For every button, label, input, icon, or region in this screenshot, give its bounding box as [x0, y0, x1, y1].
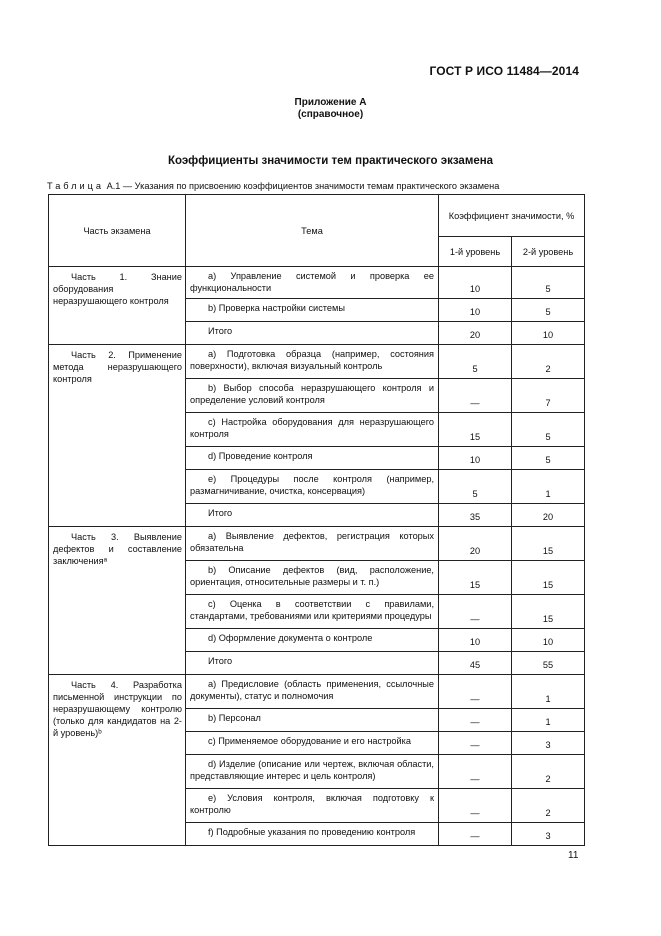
level-2-value: 15: [512, 527, 585, 561]
standard-number: ГОСТ Р ИСО 11484—2014: [429, 64, 579, 78]
level-1-value: —: [439, 675, 512, 709]
topic-cell: е) Условия контроля, включая подготовку к контролю: [186, 789, 439, 823]
level-2-value: 3: [512, 732, 585, 755]
header-coefficient: Коэффициент значимости, %: [439, 195, 585, 237]
level-1-value: —: [439, 823, 512, 846]
document-title: Коэффициенты значимости тем практического экзамена: [167, 155, 494, 167]
topic-cell: b) Проверка настройки системы: [186, 299, 439, 322]
level-2-value: 2: [512, 789, 585, 823]
level-1-value: 20: [439, 322, 512, 345]
exam-part-cell: Часть 1. Знание оборудования неразрушающего контроля: [49, 267, 186, 345]
level-2-value: 10: [512, 629, 585, 652]
level-1-value: 10: [439, 629, 512, 652]
level-2-value: 15: [512, 561, 585, 595]
level-2-value: 20: [512, 504, 585, 527]
level-2-value: 5: [512, 267, 585, 299]
table-row: [49, 675, 585, 709]
level-1-value: 15: [439, 561, 512, 595]
topic-cell: с) Применяемое оборудование и его настройка: [186, 732, 439, 755]
table-caption-text: А.1 — Указания по присвоению коэффициентов значимости темам практического экзамена: [106, 181, 500, 191]
topic-cell: а) Выявление дефектов, регистрация которых обязательна: [186, 527, 439, 561]
topic-cell: Итого: [186, 652, 439, 675]
topic-cell: с) Оценка в соответствии с правилами, стандартами, требованиями или критериями процедуры: [186, 595, 439, 629]
exam-part-cell: Часть 4. Разработка письменной инструкции по неразрушающему контролю (только для кандидатов на 2-й уровень)ᵇ: [49, 675, 186, 846]
level-1-value: —: [439, 755, 512, 789]
topic-cell: е) Процедуры после контроля (например, размагничивание, очистка, консервация): [186, 470, 439, 504]
annex-heading: [0, 97, 661, 121]
topic-cell: а) Подготовка образца (например, состояния поверхности), включая визуальный контроль: [186, 345, 439, 379]
exam-part-cell: Часть 3. Выявление дефектов и составление заключенияᵃ: [49, 527, 186, 675]
topic-cell: b) Выбор способа неразрушающего контроля и определение условий контроля: [186, 379, 439, 413]
level-1-value: 5: [439, 345, 512, 379]
table-row: [49, 345, 585, 379]
table-row: [49, 527, 585, 561]
level-1-value: 45: [439, 652, 512, 675]
topic-cell: а) Управление системой и проверка ее функциональности: [186, 267, 439, 299]
topic-cell: с) Настройка оборудования для неразрушающего контроля: [186, 413, 439, 447]
level-2-value: 2: [512, 345, 585, 379]
topic-cell: d) Проведение контроля: [186, 447, 439, 470]
level-1-value: 15: [439, 413, 512, 447]
topic-cell: а) Предисловие (область применения, ссылочные документы), статус и полномочия: [186, 675, 439, 709]
level-2-value: 5: [512, 299, 585, 322]
annex-title: Приложение А: [294, 97, 367, 108]
topic-cell: Итого: [186, 504, 439, 527]
level-2-value: 2: [512, 755, 585, 789]
level-1-value: —: [439, 379, 512, 413]
level-1-value: —: [439, 595, 512, 629]
level-2-value: 5: [512, 413, 585, 447]
topic-cell: Итого: [186, 322, 439, 345]
header-level-2: 2-й уровень: [512, 237, 585, 267]
level-2-value: 1: [512, 709, 585, 732]
table-caption: [47, 181, 499, 191]
level-1-value: —: [439, 789, 512, 823]
level-2-value: 15: [512, 595, 585, 629]
topic-cell: f) Подробные указания по проведению контроля: [186, 823, 439, 846]
level-1-value: 10: [439, 299, 512, 322]
level-1-value: 5: [439, 470, 512, 504]
level-2-value: 1: [512, 675, 585, 709]
level-2-value: 10: [512, 322, 585, 345]
table-body: [49, 267, 585, 846]
exam-part-cell: Часть 2. Применение метода неразрушающего контроля: [49, 345, 186, 527]
level-2-value: 7: [512, 379, 585, 413]
level-1-value: —: [439, 709, 512, 732]
weighting-table: [48, 194, 585, 846]
topic-cell: b) Персонал: [186, 709, 439, 732]
header-part: Часть экзамена: [49, 195, 186, 267]
level-2-value: 55: [512, 652, 585, 675]
topic-cell: d) Изделие (описание или чертеж, включая области, представляющие интерес и цель контроля): [186, 755, 439, 789]
header-level-1: 1-й уровень: [439, 237, 512, 267]
header-topic: Тема: [186, 195, 439, 267]
topic-cell: b) Описание дефектов (вид, расположение, ориентация, относительные размеры и т. п.): [186, 561, 439, 595]
level-2-value: 3: [512, 823, 585, 846]
level-1-value: —: [439, 732, 512, 755]
level-2-value: 5: [512, 447, 585, 470]
level-2-value: 1: [512, 470, 585, 504]
table-row: [49, 267, 585, 299]
level-1-value: 10: [439, 447, 512, 470]
page-number: 11: [568, 850, 579, 861]
table-caption-prefix: Таблица: [47, 181, 105, 191]
level-1-value: 10: [439, 267, 512, 299]
level-1-value: 35: [439, 504, 512, 527]
annex-subtitle: (справочное): [297, 109, 364, 120]
level-1-value: 20: [439, 527, 512, 561]
topic-cell: d) Оформление документа о контроле: [186, 629, 439, 652]
